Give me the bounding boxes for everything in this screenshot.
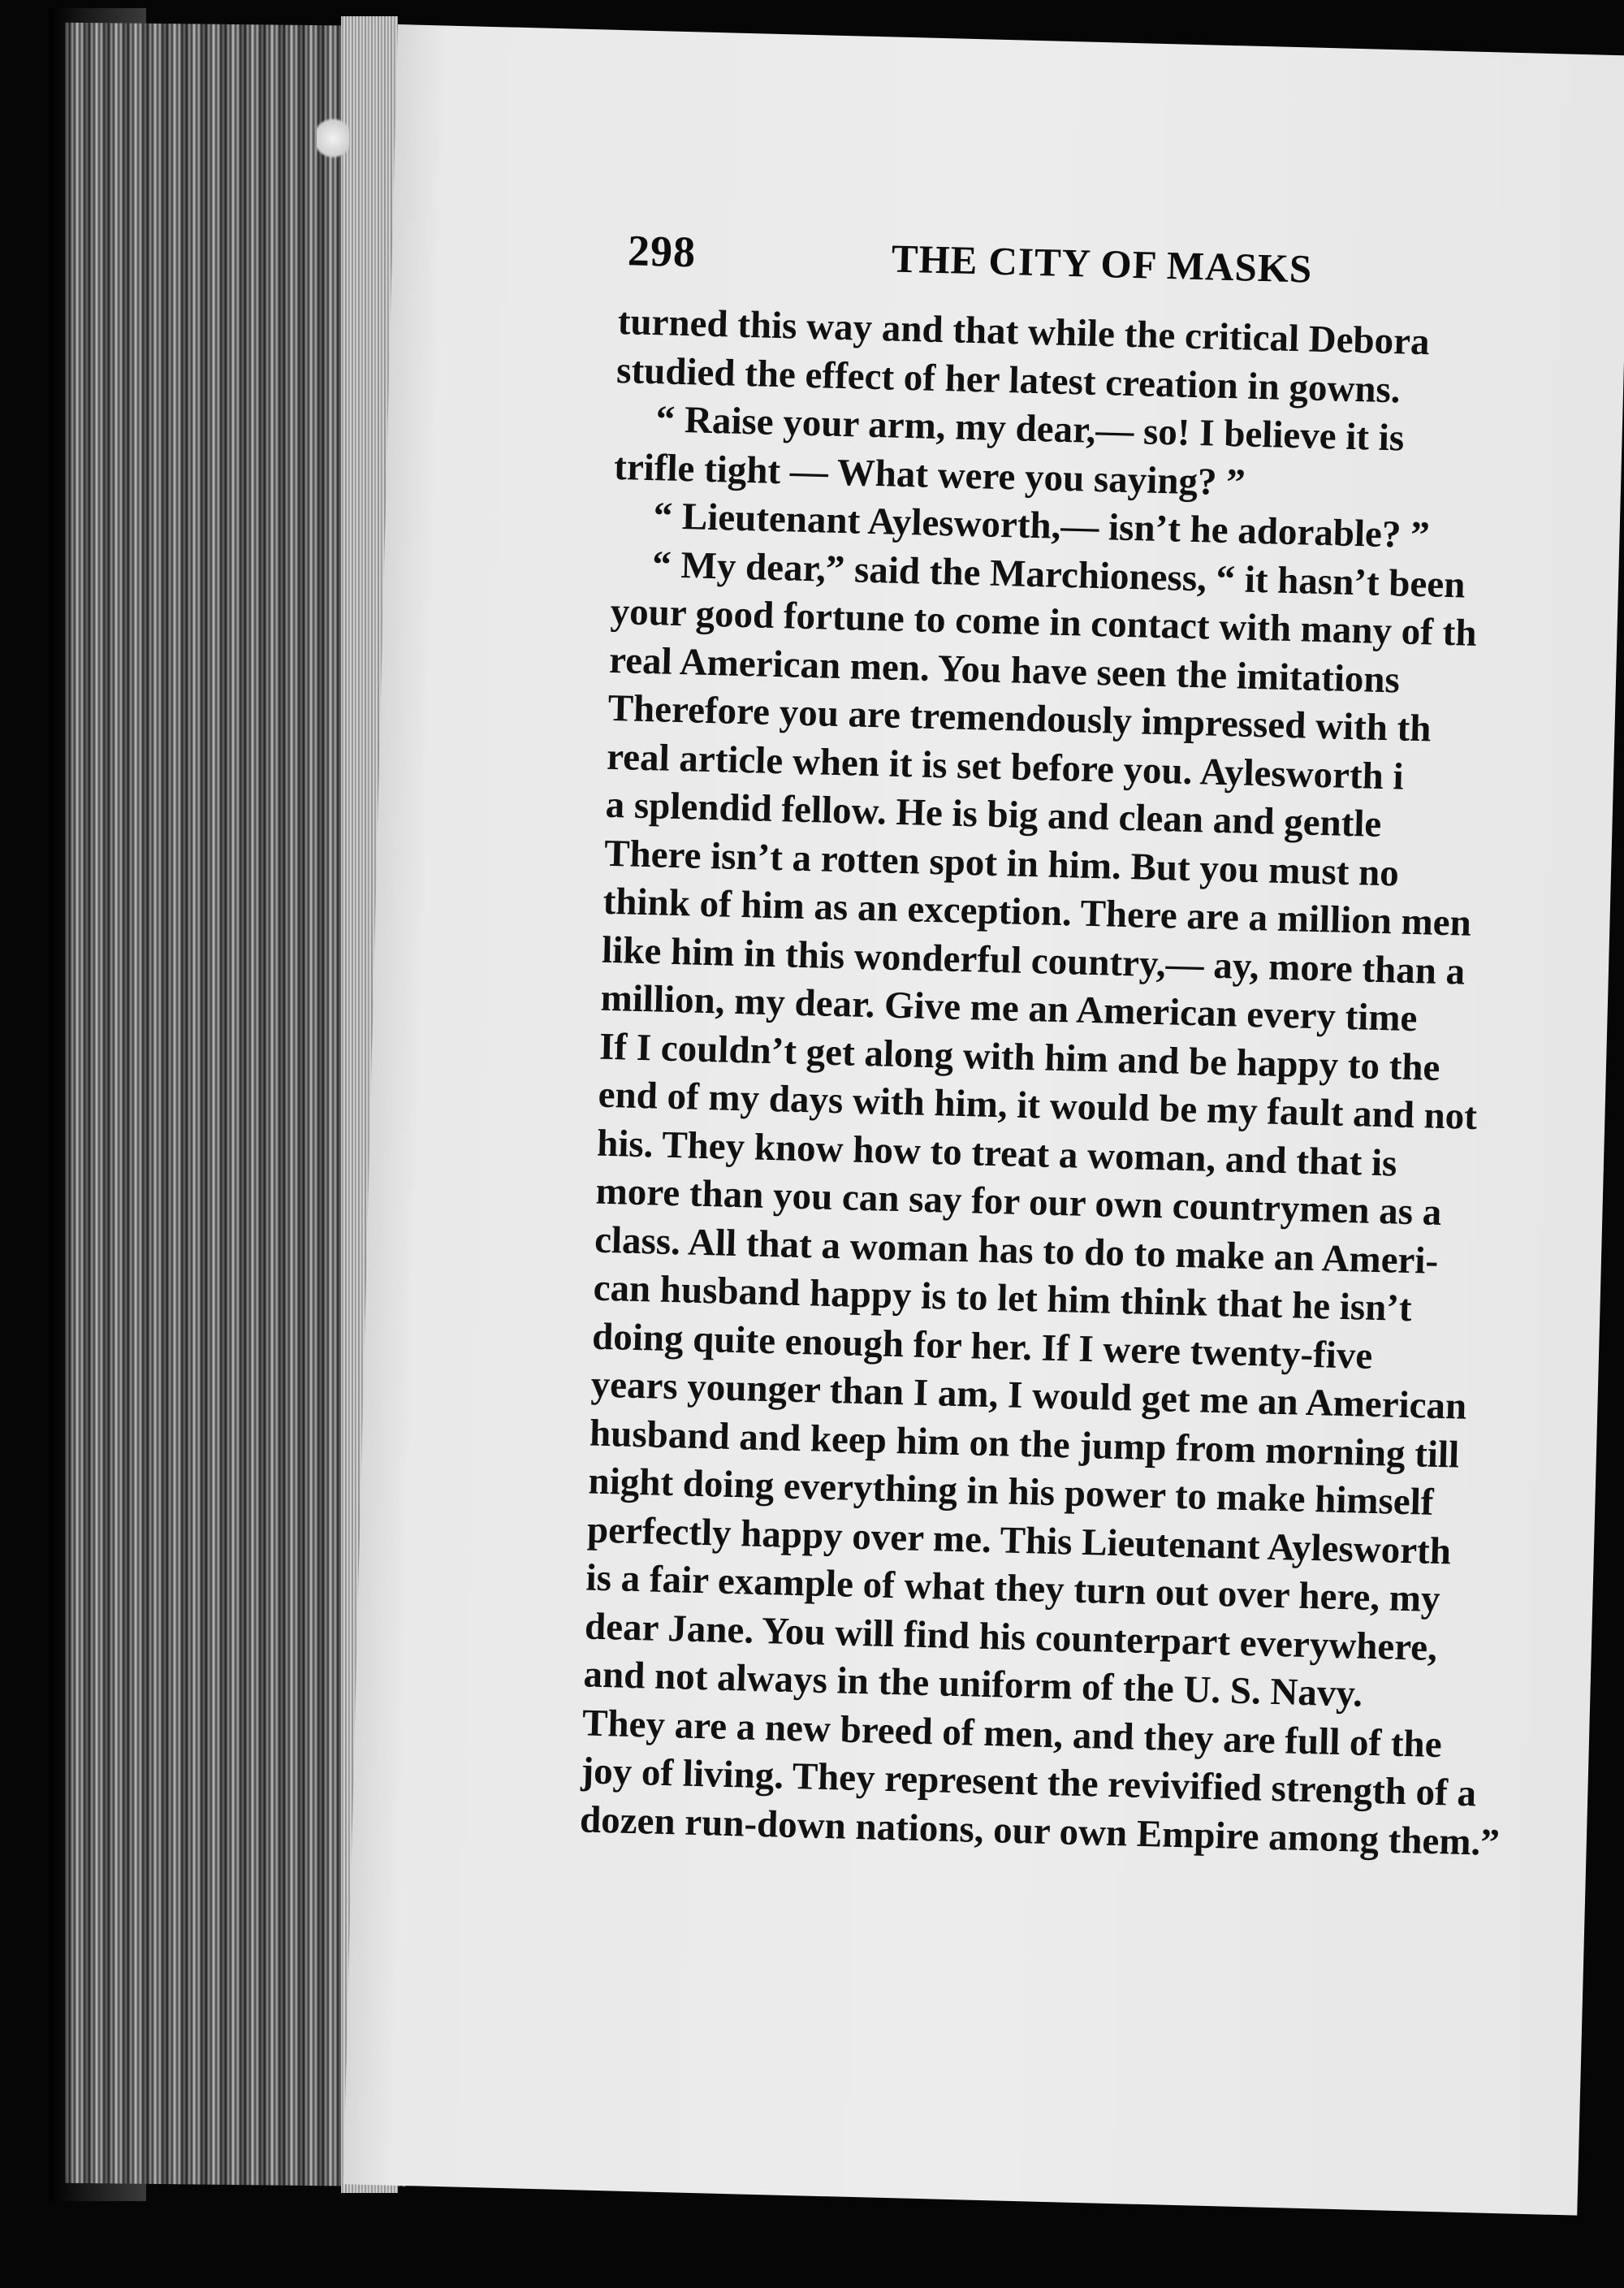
book-title: THE CITY OF MASKS xyxy=(891,236,1313,292)
text-line: studied the effect of her latest creation in gowns. xyxy=(615,348,1402,411)
text-line: real American men. You have seen the imitations xyxy=(608,638,1401,701)
text-line: class. All that a woman has to do to make an Ameri- xyxy=(594,1218,1439,1282)
text-line: his. They know how to treat a woman, and that is xyxy=(596,1122,1397,1185)
text-line: your good fortune to come in contact with many of th xyxy=(610,590,1478,655)
text-line: “ Raise your arm, my dear,— so! I believe it is xyxy=(655,398,1405,460)
text-line: years younger than I am, I would get me an American xyxy=(590,1363,1467,1428)
text-line: night doing everything in his power to make himself xyxy=(588,1460,1435,1524)
book-page xyxy=(343,24,1624,2216)
page-number: 298 xyxy=(627,226,697,277)
text-line: dozen run-down nations, our own Empire among them.” xyxy=(579,1797,1501,1864)
text-line: trifle tight — What were you saying? ” xyxy=(613,445,1246,504)
text-line: “ Lieutenant Aylesworth,— isn’t he adorable? ” xyxy=(653,495,1431,557)
text-line: real article when it is set before you. Aylesworth i xyxy=(606,735,1405,798)
text-body xyxy=(579,298,1624,1870)
text-line: joy of living. They represent the revivified strength of a xyxy=(580,1750,1477,1815)
text-line: can husband happy is to let him think that he isn’t xyxy=(593,1266,1413,1330)
text-line: like him in this wonderful country,— ay, more than a xyxy=(601,928,1466,993)
text-line: million, my dear. Give me an American every time xyxy=(600,976,1419,1040)
text-line: Therefore you are tremendously impressed with th xyxy=(607,686,1432,750)
text-line: is a fair example of what they turn out over here, my xyxy=(585,1556,1441,1621)
text-line: and not always in the uniform of the U. S. Navy. xyxy=(583,1653,1363,1715)
text-line: a splendid fellow. He is big and clean and gentle xyxy=(605,783,1382,846)
text-line: husband and keep him on the jump from morning till xyxy=(589,1412,1460,1477)
text-line: more than you can say for our own countrymen as a xyxy=(595,1170,1442,1234)
text-line: “ My dear,” said the Marchioness, “ it hasn’t been xyxy=(651,543,1466,606)
text-line: turned this way and that while the critical Debora xyxy=(617,300,1431,364)
text-line: They are a new breed of men, and they are full of the xyxy=(581,1701,1443,1766)
film-speck xyxy=(317,114,349,162)
text-line: If I couldn’t get along with him and be happy to the xyxy=(598,1025,1441,1089)
text-line: end of my days with him, it would be my fault and not xyxy=(598,1073,1478,1139)
text-line: perfectly happy over me. This Lieutenant Aylesworth xyxy=(586,1508,1452,1572)
text-line: think of him as an exception. There are a million men xyxy=(603,880,1472,945)
text-line: dear Jane. You will find his counterpart everywhere, xyxy=(584,1604,1438,1669)
text-line: doing quite enough for her. If I were twenty-five xyxy=(591,1315,1373,1378)
text-line: There isn’t a rotten spot in him. But you must no xyxy=(603,832,1400,895)
